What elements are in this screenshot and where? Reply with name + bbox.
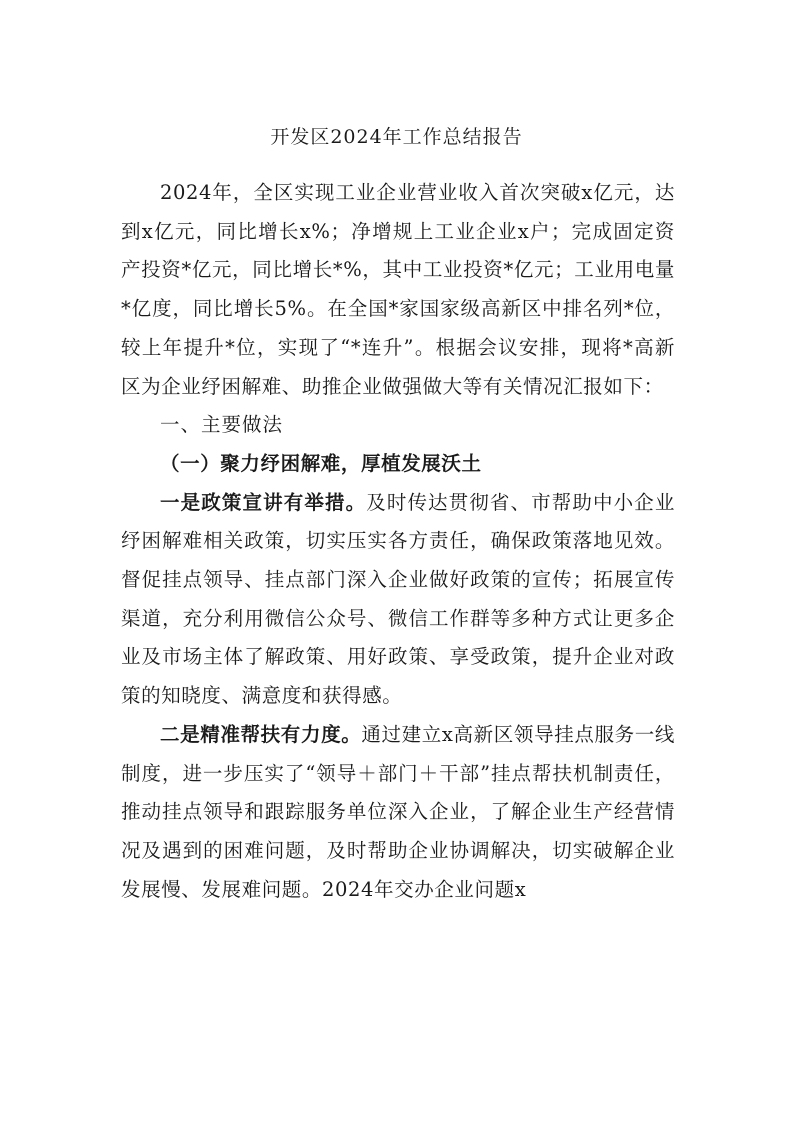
subsection-heading-relief: （一）聚力纾困解难，厚植发展沃土 — [160, 451, 482, 475]
section-heading-main-practices: 一、主要做法 — [160, 413, 284, 437]
point-precise-assistance — [121, 716, 675, 910]
point-precise-assistance-text: 通过建立x高新区领导挂点服务一线制度，进一步压实了“领导＋部门＋干部”挂点帮扶机制责任，推动挂点领导和跟踪服务单位深入企业，了解企业生产经营情况及遇到的困难问题，及时帮助企业协调解决，切实破解企业发展慢、发展难问题。2024年交办企业问题x — [121, 722, 675, 901]
point-policy-promotion-text: 及时传达贯彻省、市帮助中小企业纾困解难相关政策，切实压实各方责任，确保政策落地见效。督促挂点领导、挂点部门深入企业做好政策的宣传；拓展宣传渠道，充分利用微信公众号、微信工作群等多种方式让更多企业及市场主体了解政策、用好政策、享受政策，提升企业对政策的知晓度、满意度和获得感。 — [121, 490, 675, 708]
document-title: 开发区2024年工作总结报告 — [270, 126, 523, 148]
point-precise-assistance-lead: 二是精准帮扶有力度。 — [160, 722, 362, 746]
document-body — [121, 174, 675, 909]
intro-paragraph: 2024年，全区实现工业企业营业收入首次突破x亿元，达到x亿元，同比增长x%；净增规上工业企业x户；完成固定资产投资*亿元，同比增长*%，其中工业投资*亿元；工业用电量*亿度，同比增长5%。在全国*家国家级高新区中排名列*位，较上年提升*位，实现了“*连升”。根据会议安排，现将*高新区为企业纾困解难、助推企业做强做大等有关情况汇报如下： — [121, 181, 675, 398]
point-policy-promotion-lead: 一是政策宣讲有举措。 — [160, 490, 367, 514]
point-policy-promotion — [121, 484, 675, 716]
